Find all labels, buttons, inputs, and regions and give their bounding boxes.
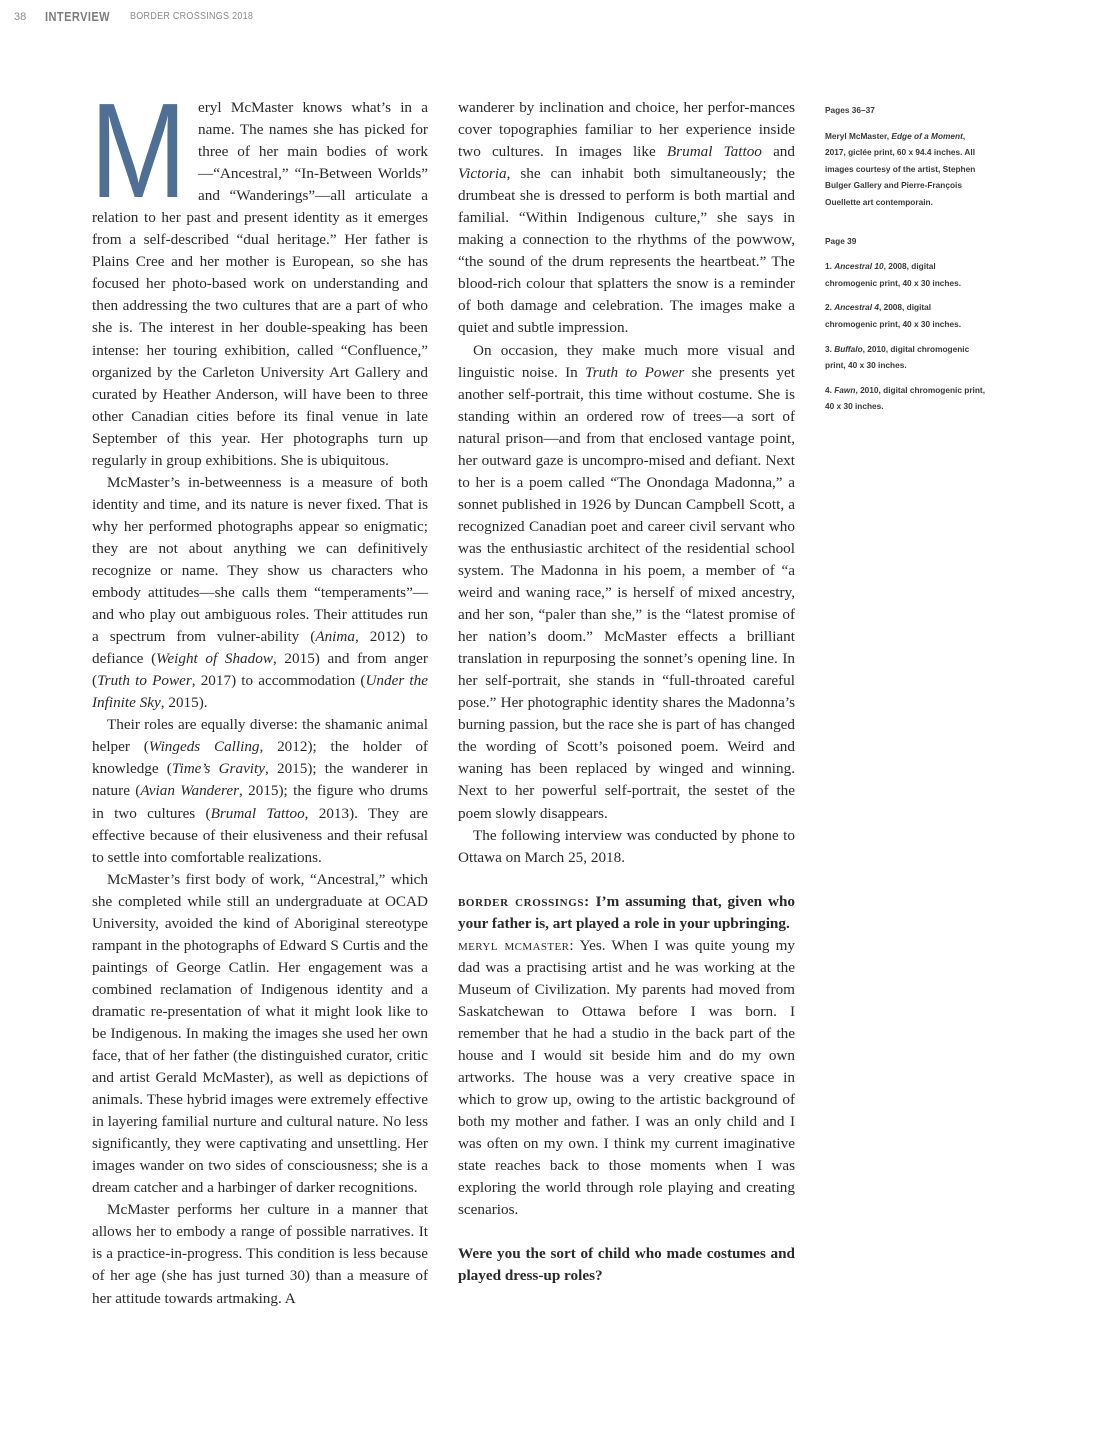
- work-title: Weight of Shadow: [156, 650, 273, 668]
- work-title: Edge of a Moment: [891, 130, 963, 141]
- paragraph-text: , she can inhabit both simultaneously; the drumbeat she is dressed to perform is both martial and familial. “Within Indigenous culture,” she says in making a connection to the rhythms of the powwow, “the sound of the drum represents the heartbeat.” The blood-rich colour that splatters the snow is a reminder of both damage and celebration. The images make a quiet and subtle impression.: [458, 165, 795, 337]
- answer-text: Yes. When I was quite young my dad was a practising artist and he was working at the Museum of Civilization. My parents had moved from Saskatchewan to Ottawa before I was born. I remember that he had a studio in the back part of the house and I would sit beside him and do my own artworks. The house was a very creative space in which to grow up, owing to the artistic background of both my mother and father. I was an only child and I was often on my own. I think my current imaginative state reaches back to those moments when I was exploring the world through role playing and creating scenarios.: [458, 936, 795, 1219]
- publication-label: BORDER CROSSINGS 2018: [129, 11, 253, 23]
- caption-sidebar: [825, 102, 985, 423]
- caption-item: [825, 299, 985, 332]
- caption-heading: Page 39: [825, 235, 857, 246]
- drop-cap: M: [90, 75, 187, 226]
- work-title: Ancestral 4: [834, 302, 879, 313]
- article-paragraph: The following interview was conducted by phone to Ottawa on March 25, 2018.: [458, 826, 795, 866]
- paragraph-text: McMaster’s in-betweenness is a measure of both identity and time, and its nature is never fixed. That is why her performed photographs appear so enigmatic; they are not about anything we can definitively recognize or name. They show us characters who embody attitudes—she calls them “temperaments”—and who play out ambiguous roles. Their attitudes run a spectrum from vulner-ability (: [92, 473, 428, 646]
- caption-text: , 2008, digital chromogenic print, 40 x 30 inches.: [825, 302, 962, 329]
- caption-item: [825, 382, 985, 415]
- caption-text: 1.: [825, 261, 835, 272]
- work-title: Brumal Tattoo: [666, 143, 762, 161]
- article-paragraph: [458, 97, 795, 340]
- work-title: Avian Wanderer: [140, 782, 240, 800]
- caption-text: 3.: [825, 343, 835, 354]
- work-title: Ancestral 10: [834, 261, 884, 272]
- caption-text: Meryl McMaster,: [825, 130, 892, 141]
- caption-heading: Pages 36–37: [825, 105, 875, 115]
- work-title: Time’s Gravity: [171, 760, 265, 778]
- paragraph-text: and: [761, 143, 795, 161]
- caption-text: , 2010, digital chromogenic print, 40 x 30 inches.: [825, 343, 970, 371]
- page-number: 38: [14, 10, 27, 23]
- caption-text: , 2017, giclée print, 60 x 94.4 inches. All images courtesy of the artist, Stephen Bulger Gallery and Pierre-François Ouellette art contemporain.: [825, 130, 976, 207]
- paragraph-text: , 2012); the holder of knowledge (: [92, 738, 428, 778]
- article-paragraph: [458, 340, 795, 825]
- running-header: [14, 8, 267, 26]
- section-label: INTERVIEW: [44, 9, 110, 25]
- paragraph-text: , 2015); the figure who drums in two cultures (: [92, 782, 428, 822]
- caption-item: [825, 128, 985, 211]
- interview-question: [458, 891, 795, 935]
- work-title: Truth to Power: [585, 363, 685, 381]
- paragraph-text: , 2012) to defiance (: [92, 628, 428, 668]
- article-column-2: [458, 97, 795, 1287]
- work-title: Victoria: [458, 165, 507, 183]
- question-text: I’m assuming that, given who your father is, art played a role in your upbringing.: [458, 892, 795, 932]
- work-title: Fawn: [834, 384, 856, 395]
- spacer: [458, 869, 795, 891]
- paragraph-text: On occasion, they make much more visual and linguistic noise. In: [458, 341, 795, 381]
- paragraph-text: Their roles are equally diverse: the shamanic animal helper (: [92, 716, 428, 756]
- work-title: Anima: [315, 628, 355, 646]
- paragraph-text: , 2015) and from anger (: [92, 650, 428, 690]
- article-paragraph: [92, 714, 428, 868]
- work-title: Truth to Power: [97, 672, 192, 690]
- paragraph-text: , 2015); the wanderer in nature (: [92, 760, 428, 800]
- work-title: Under the Infinite Sky: [92, 672, 428, 712]
- article-paragraph: McMaster performs her culture in a manner that allows her to embody a range of possible narratives. It is a practice-in-progress. This condition is less because of her age (she has just turned 30) than a measure of her attitude towards artmaking. A: [92, 1201, 428, 1307]
- work-title: Wingeds Calling: [148, 738, 260, 756]
- spacer: [825, 219, 985, 233]
- paragraph-text: wanderer by inclination and choice, her perfor-mances cover topographies familiar to her experience inside two cultures. In images like: [458, 99, 795, 161]
- work-title: Buffalo: [834, 343, 863, 354]
- speaker-label: meryl mcmaster:: [458, 936, 575, 954]
- work-title: Brumal Tattoo: [210, 804, 305, 822]
- paragraph-text: , 2013). They are effective because of their elusiveness and their refusal to settle into comfortable realizations.: [92, 804, 428, 866]
- caption-text: 4.: [825, 384, 835, 395]
- article-paragraph: [92, 472, 428, 715]
- paragraph-text: eryl McMaster knows what’s in a name. The names she has picked for three of her main bodies of work—“Ancestral,” “In-Between Worlds” and “Wanderings”—all articulate a relation to her past and present identity as it emerges from a self-described “dual heritage.” Her father is Plains Cree and her mother is European, so she has focused her photo-based work on understanding and then addressing the two cultures that are a part of who she is. The interest in her double-speaking has been intense: her touring exhibition, called “Confluence,” organized by the Carleton University Art Gallery and curated by Heather Anderson, will have been to three other Canadian cities before its final venue in late September of this year. Her photographs turn up regularly in group exhibitions. She is ubiquitous.: [92, 99, 428, 469]
- speaker-label: border crossings:: [458, 892, 590, 910]
- article-paragraph: McMaster’s first body of work, “Ancestral,” which she completed while still an undergraduate at OCAD University, avoided the kind of Aboriginal stereotype rampant in the photographs of Edward S Curtis and the paintings of George Catlin. Her engagement was a combined reclamation of Indigenous identity and a dramatic re-presentation of what it might look like to be Indigenous. In making the images she used her own face, that of her father (the distinguished curator, critic and artist Gerald McMaster), as well as depictions of animals. These hybrid images were extremely effective in layering familial nurture and cultural nature. No less significantly, they were captivating and unsettling. Her images wander on two sides of consciousness; she is a dream catcher and a harbinger of darker recognitions.: [92, 870, 428, 1197]
- caption-text: 2.: [825, 302, 835, 313]
- caption-item: [825, 258, 985, 291]
- caption-item: [825, 341, 985, 374]
- paragraph-text: , 2015).: [160, 694, 208, 712]
- article-column-1: [90, 75, 428, 1310]
- paragraph-text: , 2017) to accommodation (: [191, 672, 366, 690]
- interview-answer: [458, 935, 795, 1222]
- spacer: [458, 1221, 795, 1243]
- article-paragraph: [90, 75, 428, 472]
- paragraph-text: she presents yet another self-portrait, this time without costume. She is standing within an ordered row of trees—a sort of natural prison—and from that enclosed vantage point, her outward gaze is uncompro-mised and defiant. Next to her is a poem called “The Onondaga Madonna,” a sonnet published in 1926 by Duncan Campbell Scott, a recognized Canadian poet and career civil servant who was the enthusiastic architect of the residential school system. The Madonna in his poem, a member of “a weird and waning race,” is herself of mixed ancestry, and her son, “paler than she,” is the “latest promise of her nation’s doom.” McMaster effects a brilliant translation in repurposing the sonnet’s opening line. In her self-portrait, she stands in “full-throated careful pose.” Her photographic identity shares the Madonna’s burning passion, but the race she is part of has changed the wording of Scott’s poisoned poem. Weird and waning has been replaced by winged and winning. Next to her powerful self-portrait, the sestet of the poem slowly disappears.: [458, 363, 795, 822]
- caption-text: , 2010, digital chromogenic print, 40 x 30 inches.: [825, 384, 986, 412]
- interview-question: Were you the sort of child who made costumes and played dress-up roles?: [458, 1245, 795, 1285]
- caption-text: , 2008, digital chromogenic print, 40 x 30 inches.: [825, 261, 962, 288]
